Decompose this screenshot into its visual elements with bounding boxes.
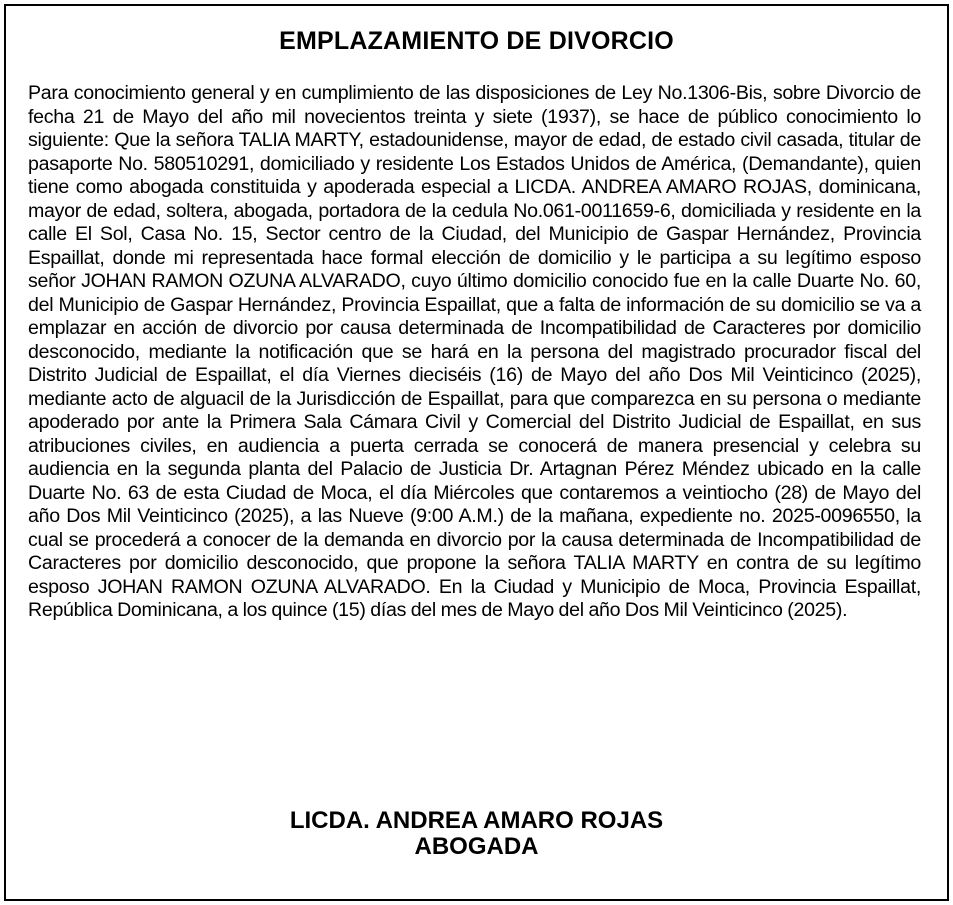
signature-role: ABOGADA: [414, 833, 539, 860]
signature-name: LICDA. ANDREA AMARO ROJAS: [289, 807, 664, 834]
notice-title: EMPLAZAMIENTO DE DIVORCIO: [279, 27, 674, 55]
notice-body: Para conocimiento general y en cumplimiento de las disposiciones de Ley No.1306-Bis, sobre Divorcio de fecha 21 de Mayo del año mil novecientos treinta y siete (1937), se hace de público conocimiento lo siguiente: Que la señora TALIA MARTY, estadounidense, mayor de edad, de estado civil casada, titular de pasaporte No. 580510291, domiciliado y residente Los Estados Unidos de América, (Demandante), quien tiene como abogada constituida y apoderada especial a LICDA. ANDREA AMARO ROJAS, dominicana, mayor de edad, soltera, abogada, portadora de la cedula No.061-0011659-6, domiciliada y residente en la calle El Sol, Casa No. 15, Sector centro de la Ciudad, del Municipio de Gaspar Hernández, Provincia Espaillat, donde mi representada hace formal elección de domicilio y le participa a su legítimo esposo señor JOHAN RAMON OZUNA ALVARADO, cuyo último domicilio conocido fue en la calle Duarte No. 60, del Municipio de Gaspar Hernández, Provincia Espaillat, que a falta de información de su domicilio se va a emplazar en acción de divorcio por causa determinada de Incompatibilidad de Caracteres por domicilio desconocido, mediante la notificación que se hará en la persona del magistrado procurador fiscal del Distrito Judicial de Espaillat, el día Viernes dieciséis (16) de Mayo del año Dos Mil Veinticinco (2025), mediante acto de alguacil de la Jurisdicción de Espaillat, para que comparezca en su persona o mediante apoderado por ante la Primera Sala Cámara Civil y Comercial del Distrito Judicial de Espaillat, en sus atribuciones civiles, en audiencia a puerta cerrada se conocerá de manera presencial y celebra su audiencia en la segunda planta del Palacio de Justicia Dr. Artagnan Pérez Méndez ubicado en la calle Duarte No. 63 de esta Ciudad de Moca, el día Miércoles que contaremos a veintiocho (28) de Mayo del año Dos Mil Veinticinco (2025), a las Nueve (9:00 A.M.) de la mañana, expediente no. 2025-0096550, la cual se procederá a conocer de la demanda en divorcio por la causa determinada de Incompatibilidad de Caracteres por domicilio desconocido, que propone la señora TALIA MARTY en contra de su legítimo esposo JOHAN RAMON OZUNA ALVARADO. En la Ciudad y Municipio de Moca, Provincia Espaillat, República Dominicana, a los quince (15) días del mes de Mayo del año Dos Mil Veinticinco (2025).: [28, 82, 921, 621]
signature-block: [6, 808, 947, 860]
legal-notice: [4, 4, 949, 901]
